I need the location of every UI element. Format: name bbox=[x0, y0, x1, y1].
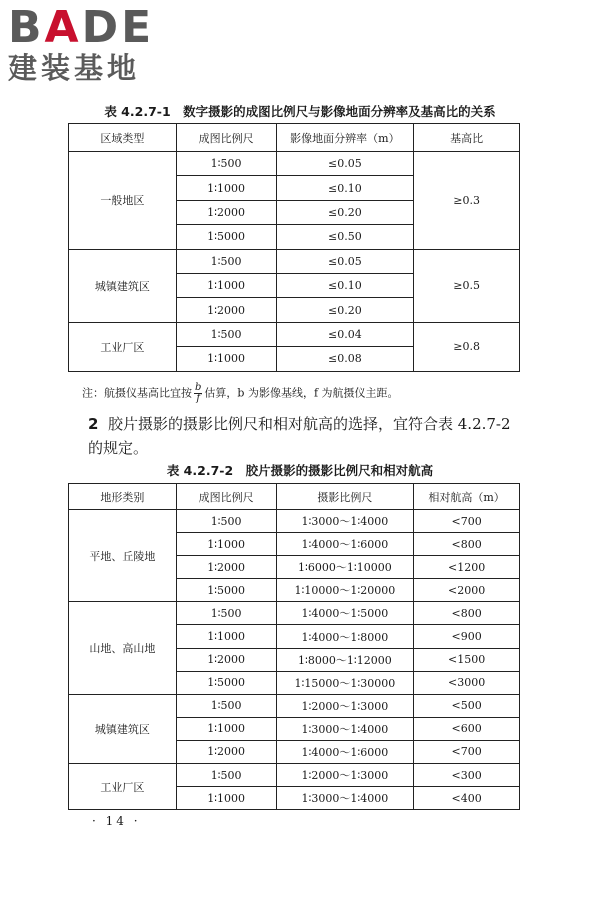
table1-caption: 表 4.2.7-1 数字摄影的成图比例尺与影像地面分辨率及基高比的关系 bbox=[104, 104, 496, 119]
resolution-cell: ≤0.05 bbox=[276, 249, 414, 273]
scale-cell: 1∶1000 bbox=[176, 787, 276, 810]
scale-cell: 1∶500 bbox=[176, 602, 276, 625]
height-cell: <800 bbox=[414, 602, 520, 625]
photo-scale-cell: 1∶8000～1∶12000 bbox=[276, 648, 414, 671]
table-row bbox=[69, 152, 520, 176]
photo-scale-cell: 1∶3000～1∶4000 bbox=[276, 510, 414, 533]
scale-cell: 1∶500 bbox=[176, 249, 276, 273]
terrain-cell: 山地、高山地 bbox=[69, 602, 177, 694]
column-header: 摄影比例尺 bbox=[276, 484, 414, 510]
scale-cell: 1∶2000 bbox=[176, 298, 276, 322]
logo-subtitle: 建装基地 bbox=[8, 51, 141, 85]
scale-cell: 1∶2000 bbox=[176, 740, 276, 763]
photo-scale-cell: 1∶2000～1∶3000 bbox=[276, 764, 414, 787]
resolution-cell: ≤0.08 bbox=[276, 347, 414, 371]
table1-note bbox=[82, 383, 522, 404]
height-cell: <900 bbox=[414, 625, 520, 648]
column-header: 成图比例尺 bbox=[176, 124, 276, 152]
body-paragraph bbox=[88, 412, 526, 460]
scale-cell: 1∶1000 bbox=[176, 625, 276, 648]
terrain-cell: 城镇建筑区 bbox=[69, 694, 177, 763]
table2-caption: 表 4.2.7-2 胶片摄影的摄影比例尺和相对航高 bbox=[166, 463, 434, 478]
table-row bbox=[69, 764, 520, 787]
scale-cell: 1∶500 bbox=[176, 152, 276, 176]
column-header: 影像地面分辨率（m） bbox=[276, 124, 414, 152]
scale-cell: 1∶1000 bbox=[176, 273, 276, 297]
table-row bbox=[69, 694, 520, 717]
logo-brand: BADE bbox=[8, 2, 155, 53]
scale-cell: 1∶2000 bbox=[176, 648, 276, 671]
scale-cell: 1∶500 bbox=[176, 510, 276, 533]
scale-cell: 1∶5000 bbox=[176, 671, 276, 694]
page-number: · 14 · bbox=[92, 814, 141, 828]
fraction bbox=[194, 383, 202, 404]
height-cell: <400 bbox=[414, 787, 520, 810]
height-cell: <1200 bbox=[414, 556, 520, 579]
column-header: 相对航高（m） bbox=[414, 484, 520, 510]
resolution-cell: ≤0.05 bbox=[276, 152, 414, 176]
resolution-cell: ≤0.20 bbox=[276, 200, 414, 224]
photo-scale-cell: 1∶15000～1∶30000 bbox=[276, 671, 414, 694]
terrain-cell: 平地、丘陵地 bbox=[69, 510, 177, 602]
table-row bbox=[69, 322, 520, 346]
height-cell: <3000 bbox=[414, 671, 520, 694]
height-cell: <300 bbox=[414, 764, 520, 787]
photo-scale-cell: 1∶4000～1∶8000 bbox=[276, 625, 414, 648]
height-cell: <700 bbox=[414, 510, 520, 533]
scale-cell: 1∶2000 bbox=[176, 556, 276, 579]
scale-cell: 1∶1000 bbox=[176, 717, 276, 740]
photo-scale-cell: 1∶6000～1∶10000 bbox=[276, 556, 414, 579]
photo-scale-cell: 1∶4000～1∶5000 bbox=[276, 602, 414, 625]
column-header: 成图比例尺 bbox=[176, 484, 276, 510]
scale-cell: 1∶5000 bbox=[176, 225, 276, 249]
table-resolution bbox=[68, 123, 520, 372]
scale-cell: 1∶2000 bbox=[176, 200, 276, 224]
region-cell: 工业厂区 bbox=[69, 322, 177, 371]
scale-cell: 1∶5000 bbox=[176, 579, 276, 602]
note-prefix: 注：航摄仪基高比宜按 bbox=[82, 386, 192, 400]
resolution-cell: ≤0.04 bbox=[276, 322, 414, 346]
paragraph-number: 2 bbox=[88, 415, 99, 433]
ratio-cell: ≥0.3 bbox=[414, 152, 520, 250]
table-row bbox=[69, 249, 520, 273]
scale-cell: 1∶500 bbox=[176, 764, 276, 787]
height-cell: <2000 bbox=[414, 579, 520, 602]
ratio-cell: ≥0.5 bbox=[414, 249, 520, 322]
photo-scale-cell: 1∶3000～1∶4000 bbox=[276, 787, 414, 810]
scale-cell: 1∶500 bbox=[176, 694, 276, 717]
column-header: 地形类别 bbox=[69, 484, 177, 510]
column-header: 基高比 bbox=[414, 124, 520, 152]
scale-cell: 1∶1000 bbox=[176, 533, 276, 556]
resolution-cell: ≤0.10 bbox=[276, 273, 414, 297]
height-cell: <800 bbox=[414, 533, 520, 556]
note-suffix: 估算，b 为影像基线，f 为航摄仪主距。 bbox=[204, 386, 399, 400]
ratio-cell: ≥0.8 bbox=[414, 322, 520, 371]
photo-scale-cell: 1∶3000～1∶4000 bbox=[276, 717, 414, 740]
height-cell: <700 bbox=[414, 740, 520, 763]
photo-scale-cell: 1∶4000～1∶6000 bbox=[276, 740, 414, 763]
scale-cell: 1∶1000 bbox=[176, 176, 276, 200]
table-row bbox=[69, 510, 520, 533]
region-cell: 城镇建筑区 bbox=[69, 249, 177, 322]
region-cell: 一般地区 bbox=[69, 152, 177, 250]
resolution-cell: ≤0.20 bbox=[276, 298, 414, 322]
table-row bbox=[69, 602, 520, 625]
scale-cell: 1∶1000 bbox=[176, 347, 276, 371]
height-cell: <1500 bbox=[414, 648, 520, 671]
logo bbox=[8, 2, 188, 92]
column-header: 区域类型 bbox=[69, 124, 177, 152]
photo-scale-cell: 1∶2000～1∶3000 bbox=[276, 694, 414, 717]
photo-scale-cell: 1∶10000～1∶20000 bbox=[276, 579, 414, 602]
resolution-cell: ≤0.10 bbox=[276, 176, 414, 200]
paragraph-text: 胶片摄影的摄影比例尺和相对航高的选择，宜符合表 4.2.7-2 的规定。 bbox=[88, 415, 511, 457]
resolution-cell: ≤0.50 bbox=[276, 225, 414, 249]
height-cell: <600 bbox=[414, 717, 520, 740]
photo-scale-cell: 1∶4000～1∶6000 bbox=[276, 533, 414, 556]
fraction-denominator: f bbox=[196, 393, 201, 404]
height-cell: <500 bbox=[414, 694, 520, 717]
table-flight-height bbox=[68, 483, 520, 810]
fraction-numerator: b bbox=[195, 382, 202, 393]
table-header-row bbox=[69, 484, 520, 510]
terrain-cell: 工业厂区 bbox=[69, 764, 177, 810]
scale-cell: 1∶500 bbox=[176, 322, 276, 346]
table-header-row bbox=[69, 124, 520, 152]
